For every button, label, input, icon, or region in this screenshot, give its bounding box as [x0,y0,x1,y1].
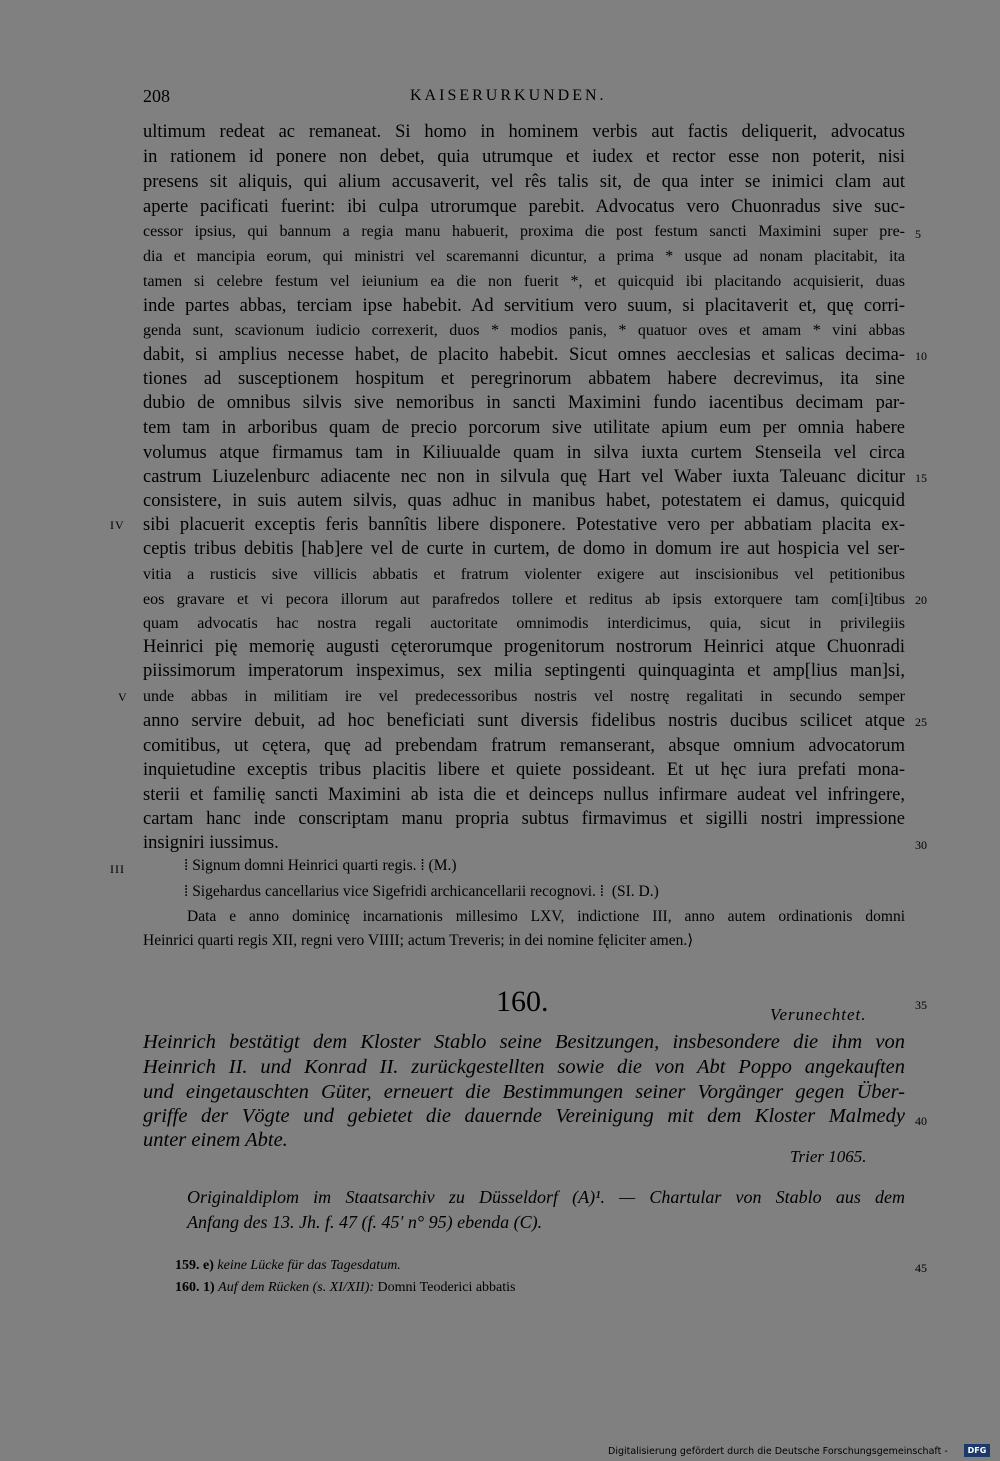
text-line: cessor ipsius, qui bannum a regia manu habuerit, proxima die post festum sancti Maximini super pre- [143,223,905,240]
recognition-text: Sigehardus cancellarius vice Sigefridi archicancellarii recognovi. [192,883,596,900]
line-number: 15 [915,471,927,485]
text-line: vitia a rusticis sive villicis abbatis et fratrum violenter exigere aut inscisionibus vel petitionibus [143,566,905,583]
line-number: 20 [915,593,927,607]
dfg-logo: DFG [964,1444,990,1457]
text-line: genda sunt, scavionum iudicio correxerit, duos * modios panis, * quatuor oves et amam * vini abbas [143,322,905,339]
text-line: presens sit aliquis, qui alium accusaverit, vel rês talis sit, de qua inter se inimici clam aut [143,172,905,192]
text-line: sibi placuerit exceptis feris bannîtis libere disponere. Potestative vero per abbatiam placita ex- [143,515,905,535]
text-line: in rationem id ponere non debet, quia utrumque et iudex et rector esse non poterit, nisi [143,147,905,167]
line-number: 25 [915,715,927,729]
page-number: 208 [143,86,170,106]
text-line: eos gravare et vi pecora illorum aut parafredos tollere et reditus ab ipsis extorquere tam com[i]tibus [143,591,905,608]
footnote [175,1280,516,1296]
text-line: aperte pacificati fuerint: ibi culpa utrorumque parebit. Advocatus vero Chuonradus sive suc- [143,197,905,217]
monogram-icon: ⁞ [595,883,612,900]
line-number: 45 [915,1261,927,1275]
text-line: ultimum redeat ac remaneat. Si homo in hominem verbis aut factis deliquerit, advocatus [143,122,905,142]
line-number: 35 [915,998,927,1012]
monogram-icon: ⁞ [184,857,193,874]
regest-line: Heinrich II. und Konrad II. zurückgestellten sowie die von Abt Poppo angekauften [143,1056,905,1078]
text-line: dia et mancipia eorum, qui ministri vel scaremanni dicuntur, a prima * usque ad nonam placitabit, ita [143,248,905,265]
text-line: inquietudine exceptis tribus placitis libere et quiete possideant. Et ut hęc iura prefati mona- [143,760,905,780]
signum-text: Signum domni Heinrici quarti regis. [192,857,417,874]
running-title: KAISERURKUNDEN. [410,87,607,104]
text-line: tamen si celebre festum vel ieiunium ea die non fuerit *, et quicquid ibi placitando acquisierit, duas [143,273,905,290]
text-line: ceptis tribus debitis [hab]ere vel de curte in curtem, de domo in domum ire aut hospicia vel ser- [143,539,905,559]
place-date: Trier 1065. [790,1147,867,1166]
regest-line: griffe der Vögte und gebietet die dauernde Vereinigung mit dem Kloster Malmedy [143,1105,905,1127]
footnote-text: keine Lücke für das Tagesdatum. [217,1258,401,1273]
text-line: cartam hanc inde conscriptam manu propria subtus firmavimus et sigilli nostri impressione [143,809,905,829]
source-line: Originaldiplom im Staatsarchiv zu Düsseldorf (A)¹. — Chartular von Stablo aus dem [187,1187,905,1207]
text-line: sterii et familię sancti Maximini ab ista die et deinceps nullus infirmare audeat vel infringere, [143,785,905,805]
line-number: 40 [915,1114,927,1128]
dating-line: Heinrici quarti regis XII, regni vero VIIII; actum Treveris; in dei nomine fęliciter amen.⟩ [143,932,694,949]
margin-mark: V [118,690,128,704]
regest-line: unter einem Abte. [143,1129,288,1151]
regest-line: und eingetauschten Güter, erneuert die Bestimmungen seiner Vorgänger gegen Über- [143,1081,905,1103]
text-line: dubio de omnibus silvis sive nemoribus in sancti Maximini fundo iacentibus decimam par- [143,393,905,413]
text-line: volumus atque firmamus tam in Kiliuualde quam in silva iuxta curtem Stenseila vel circa [143,443,905,463]
text-line: castrum Liuzelenburc adiacente nec non in silvula quę Hart vel Waber iuxta Taleuanc dicitur [143,467,905,487]
line-number: 10 [915,349,927,363]
footnote [175,1258,401,1274]
text-line: Heinrici pię memorię augusti cęterorumque progenitorum nostrorum Heinrici atque Chuonradi [143,637,905,657]
source-line: Anfang des 13. Jh. f. 47 (f. 45′ n° 95) ebenda (C). [187,1212,543,1232]
text-line: piissimorum imperatorum inspeximus, sex milia septingenti quinquaginta et amp[lius man]si, [143,661,905,681]
line-number: 5 [915,227,921,241]
footnote-text-roman: Domni Teoderici abbatis [377,1280,516,1295]
text-line: quam advocatis hac nostra regali auctoritate omnimodis interdicimus, quia, sicut in privilegiis [143,615,905,632]
text-line: tem tam in arboribus quam de precio porcorum sive utilitate apium eum per omnia habere [143,418,905,438]
text-line: dabit, si amplius necesse habet, de placito habebit. Sicut omnes aecclesias et salicas decima- [143,345,905,365]
text-line: unde abbas in militiam ire vel predecessoribus nostris vel nostrę regalitati in secundo semper [143,688,905,705]
signum-mark: (M.) [428,857,457,874]
sponsor-text: Digitalisierung gefördert durch die Deutsche Forschungsgemeinschaft - [608,1446,948,1457]
monogram-icon: ⁞ [416,857,429,874]
text-line: insigniri iussimus. [143,833,279,853]
footnote-ref: 159. e) [175,1258,214,1273]
text-line: tiones ad susceptionem hospitum et peregrinorum abbatem habere decrevimus, ita sine [143,369,905,389]
dating-line: Data e anno dominicę incarnationis millesimo LXV, indictione III, anno autem ordinationis domni [187,908,905,925]
monogram-icon: ⁞ [184,883,193,900]
footnote-ref: 160. 1) [175,1280,215,1295]
text-line: comitibus, ut cętera, quę ad prebendam fratrum remanserant, absque omnium advocatorum [143,736,905,756]
signum-line [184,855,457,877]
margin-mark: III [110,862,125,876]
authenticity-note: Verunechtet. [770,1005,867,1024]
margin-mark: IV [110,518,125,532]
text-line: inde partes abbas, terciam ipse habebit. Ad servitium vero suum, si placitaverit et, quę corri- [143,296,905,316]
regest-line: Heinrich bestätigt dem Kloster Stablo seine Besitzungen, insbesondere die ihm von [143,1031,905,1053]
line-number: 30 [915,838,927,852]
text-line: anno servire debuit, ad hoc beneficiati sunt diversis fidelibus nostris ducibus scilicet atque [143,711,905,731]
footnote-text: Auf dem Rücken (s. XI/XII): [218,1280,375,1295]
recognition-mark: (SI. D.) [611,883,659,900]
document-number: 160. [496,985,549,1018]
recognition-line [184,881,659,903]
text-line: consistere, in suis autem silvis, quas adhuc in manibus habet, potestatem ei damus, quicquid [143,491,905,511]
